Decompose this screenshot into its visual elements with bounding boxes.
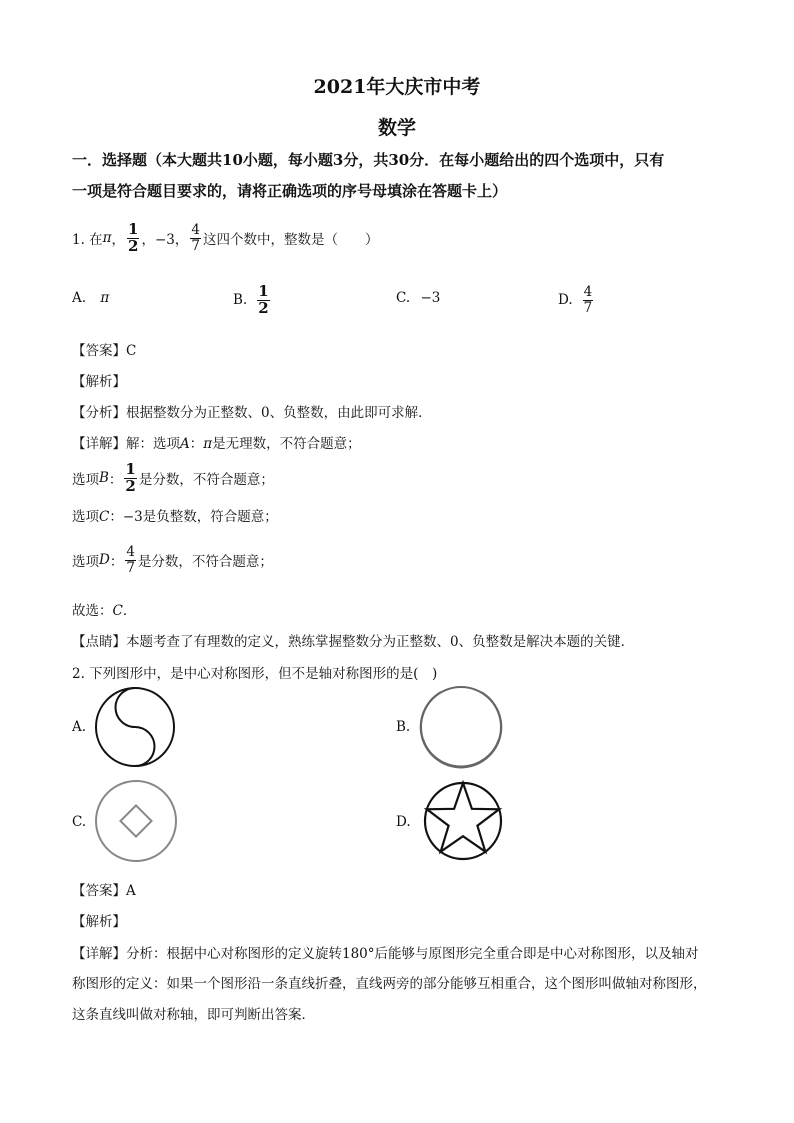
option-a-value: π [100,290,110,306]
detail-d-fraction [125,545,136,574]
q2-option-d-label: D. [396,814,411,830]
detail-d-text1: 选项 [72,554,99,570]
detail-b-text1: 选项 [72,472,99,488]
q1-fraction-half [127,219,139,255]
q1-fenxi: 【分析】根据整数分为正整数、0、负整数，由此即可求解． [72,405,432,421]
half-denominator: 2 [128,236,139,255]
question-2-stem: 2. 下列图形中，是中心对称图形，但不是轴对称图形的是( ) [72,666,438,682]
q1-comma: ， [111,232,126,248]
detail-c-text1: 选项 [72,509,99,525]
section-heading-line2: 一项是符合题目要求的，请将正确选项的序号母填涂在答题卡上） [72,182,508,200]
option-a-label: A. [72,290,87,306]
detail-b-numerator: 1 [125,459,136,478]
detail-c-letter: C [99,509,110,525]
option-d-label: D. [558,292,573,308]
q1-answer: 【答案】C [72,343,137,359]
detail-a-colon: ： [189,436,204,452]
detail-d-letter: D [99,552,110,568]
q1-detail-c [72,505,278,525]
q2-detail-line1: 【详解】分析：根据中心对称图形的定义旋转180°后能够与原图形完全重合即是中心对称图形，以及轴对 [72,946,699,962]
page-title: 2021年大庆市中考 [313,76,481,98]
q2-option-b-label: B. [396,719,411,735]
three-arc-figure [418,684,504,770]
q1-option-b [233,280,272,320]
yin-yang-figure [92,686,178,768]
choose-letter: C [112,603,123,619]
detail-c-text2: ：−3是负整数，符合题意； [109,509,278,525]
detail-d-text2: 是分数，不符合题意； [137,554,273,570]
q1-option-d [558,280,595,320]
detail-d-colon: ： [109,554,124,570]
option-d-denominator: 7 [583,299,593,316]
option-c-label: C. [396,290,411,306]
q2-detail-line2: 称图形的定义：如果一个图形沿一条直线折叠，直线两旁的部分能够互相重合，这个图形叫做轴对称图形， [72,976,707,992]
q1-fraction-four-sevenths [190,223,201,252]
q2-option-c-label: C. [72,814,87,830]
option-b-numerator: 1 [258,281,269,300]
q1-suffix: 这四个数中，整数是（ ） [202,232,379,248]
question-1-stem [72,218,378,258]
detail-a-letter: A [180,436,190,452]
option-c-value: −3 [420,290,441,306]
q1-option-a [72,290,109,306]
q1-detail-a [72,432,361,452]
detail-d-denominator: 7 [126,559,135,576]
detail-b-colon: ： [108,472,123,488]
option-b-fraction [257,281,269,317]
q1-detail-b [72,458,274,498]
detail-b-letter: B [99,470,109,486]
q1-dianjing: 【点睛】本题考查了有理数的定义，熟练掌握整数分为正整数、0、负整数是解决本题的关键． [72,634,635,650]
q2-answer: 【答案】A [72,883,136,899]
option-d-fraction [583,285,594,314]
section-heading-line1: 一．选择题（本大题共10小题，每小题3分，共30分．在每小题给出的四个选项中，只有 [72,151,665,169]
q1-option-c [396,290,440,306]
detail-b-denominator: 2 [125,476,136,495]
q1-pi: π [102,230,112,246]
choose-text: 故选： [72,603,113,619]
option-b-label: B. [233,292,248,308]
half-numerator: 1 [128,219,139,238]
detail-b-text2: 是分数，不符合题意； [138,472,274,488]
subject-title: 数学 [377,117,416,139]
q2-option-a-label: A. [72,719,87,735]
detail-d-numerator: 4 [126,544,135,561]
q1-detail-d [72,540,273,580]
q1-choose [72,599,136,619]
q1-analysis-heading: 【解析】 [72,374,126,390]
q2-analysis-heading: 【解析】 [72,914,126,930]
coin-square-figure [92,778,180,864]
choose-period: ． [122,603,137,619]
star-in-circle-figure [422,780,504,862]
detail-b-fraction [124,459,136,495]
q1-neg3: ，−3， [141,232,189,248]
option-b-denominator: 2 [258,298,269,317]
four-sevenths-numerator: 4 [191,222,200,239]
detail-a-text2: 是无理数，不符合题意； [212,436,361,452]
q2-detail-line3: 这条直线叫做对称轴，即可判断出答案． [72,1007,315,1023]
q1-prefix: 1. 在 [72,232,103,248]
detail-a-text1: 【详解】解：选项 [72,436,180,452]
detail-a-pi: π [203,436,213,452]
option-d-numerator: 4 [583,284,593,301]
four-sevenths-denominator: 7 [191,237,200,254]
